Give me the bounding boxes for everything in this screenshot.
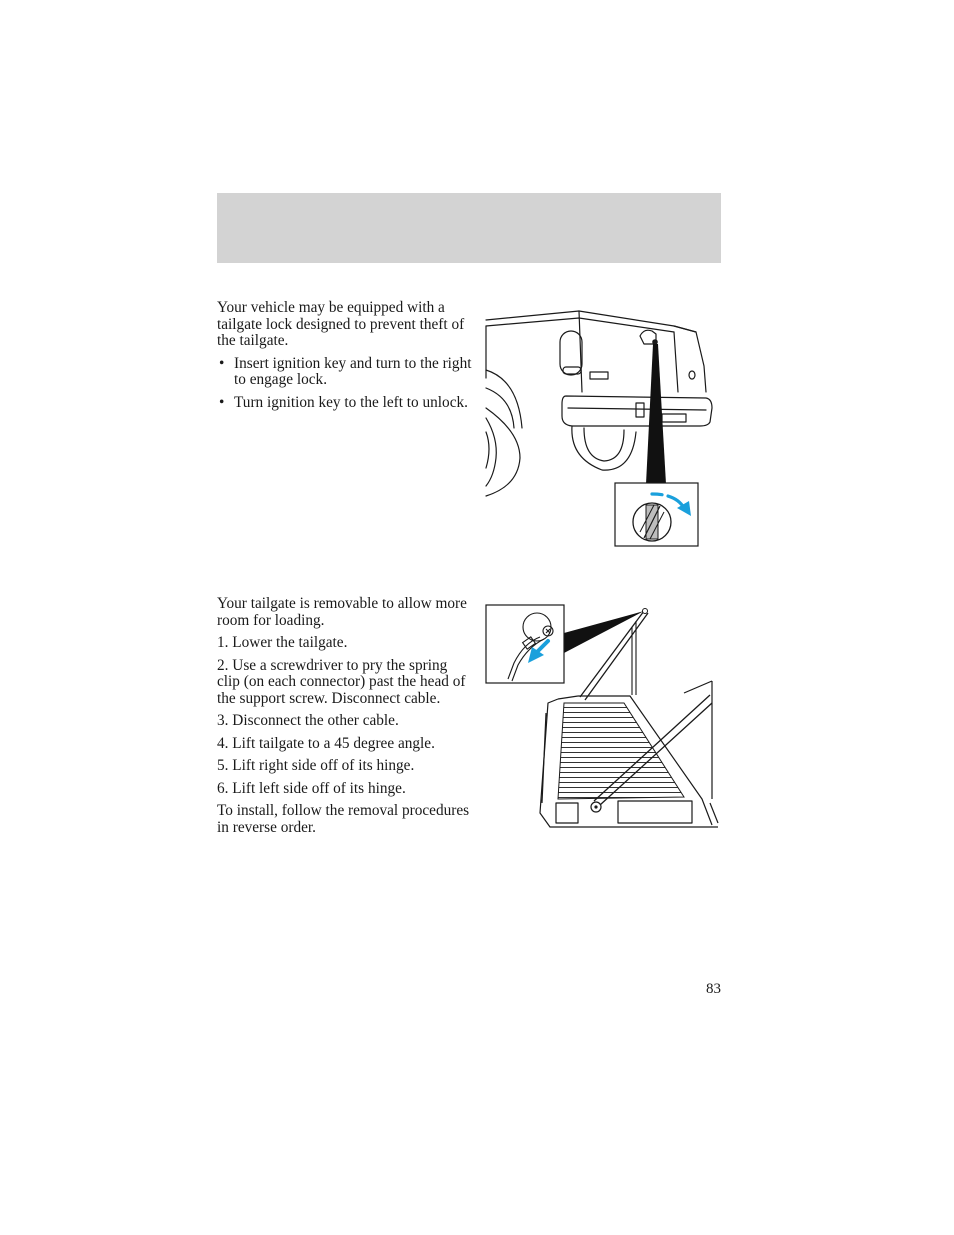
step-item: 1. Lower the tailgate. [217,634,348,651]
step-item: 3. Disconnect the other cable. [217,712,399,729]
tailgate-lock-intro: Your vehicle may be equipped with a tailgate lock designed to prevent theft of the tailgate. [217,299,465,349]
tailgate-lock-bullets [217,356,472,412]
bullet-item: • Turn ignition key to the left to unlock. [217,395,472,412]
step-item: 5. Lift right side off of its hinge. [217,757,415,774]
step-item: 4. Lift tailgate to a 45 degree angle. [217,734,435,752]
tailgate-lock-section [217,300,472,417]
step-item: 6. Lift left side off of its hinge. [217,779,406,797]
closing-instruction: To install, follow the removal procedures in reverse order. [217,802,470,836]
page-number: 83 [706,981,721,997]
truck-rear-tailgate-lock-illustration [484,308,720,550]
tailgate-cable-removal-illustration [484,603,722,833]
step-item: 2. Use a screwdriver to pry the spring clip (on each connector) past the head of the support screw. Disconnect cable. [217,656,466,707]
tailgate-removal-intro: Your tailgate is removable to allow more room for loading. [217,595,467,629]
tailgate-removal-section [217,596,472,842]
bullet-item: • Insert ignition key and turn to the right to engage lock. [217,356,472,389]
header-band [217,193,721,263]
